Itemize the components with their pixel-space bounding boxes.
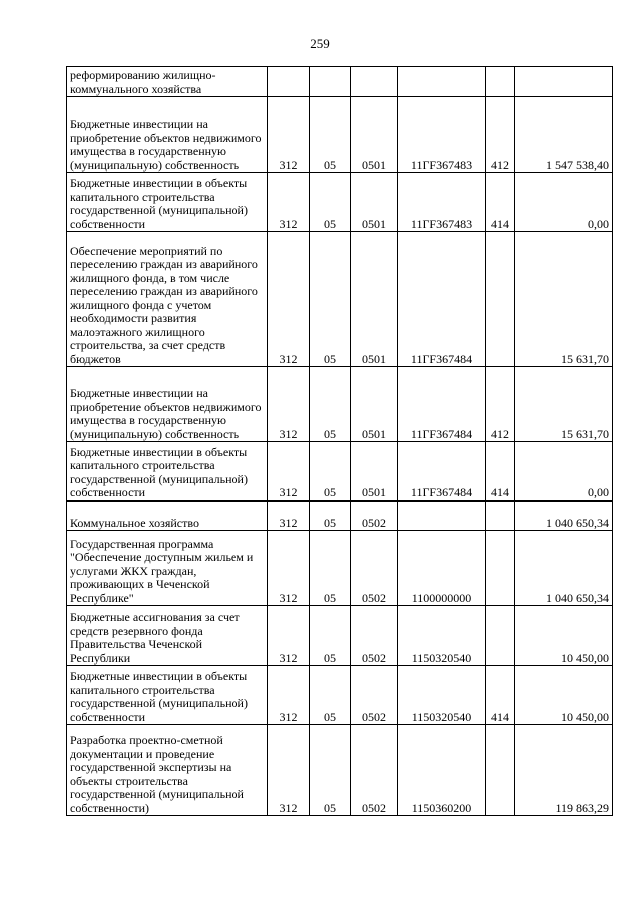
row-section-code: 05 xyxy=(310,173,351,232)
row-amount: 0,00 xyxy=(515,442,613,501)
row-section-code: 05 xyxy=(310,606,351,666)
row-section-code: 05 xyxy=(310,501,351,531)
row-name: Бюджетные инвестиции в объекты капитального строительства государственной (муниципальной) собственности xyxy=(67,666,268,725)
row-section-code xyxy=(310,67,351,97)
row-admin-code: 312 xyxy=(268,367,310,442)
row-name: Бюджетные инвестиции на приобретение объектов недвижимого имущества в государственную (муниципальную) собственность xyxy=(67,97,268,173)
budget-table xyxy=(66,66,613,816)
row-target-code xyxy=(398,501,486,531)
row-name: Разработка проектно-сметной документации и проведение государственной экспертизы на объекты строительства государственной (муниципальной собственности) xyxy=(67,725,268,816)
row-expense-type xyxy=(486,67,515,97)
row-section-code: 05 xyxy=(310,666,351,725)
row-subsection-code xyxy=(351,67,398,97)
row-admin-code: 312 xyxy=(268,97,310,173)
row-target-code: 11ГF367484 xyxy=(398,232,486,367)
row-name: Бюджетные ассигнования за счет средств резервного фонда Правительства Чеченской Республики xyxy=(67,606,268,666)
row-expense-type xyxy=(486,232,515,367)
row-amount: 1 547 538,40 xyxy=(515,97,613,173)
row-amount: 10 450,00 xyxy=(515,666,613,725)
row-amount: 0,00 xyxy=(515,173,613,232)
row-name: Бюджетные инвестиции на приобретение объектов недвижимого имущества в государственную (муниципальную) собственность xyxy=(67,367,268,442)
row-section-code: 05 xyxy=(310,232,351,367)
table-row xyxy=(67,67,613,97)
row-admin-code: 312 xyxy=(268,666,310,725)
row-amount: 10 450,00 xyxy=(515,606,613,666)
row-target-code: 11ГF367483 xyxy=(398,173,486,232)
row-amount xyxy=(515,67,613,97)
row-subsection-code: 0502 xyxy=(351,666,398,725)
table-row xyxy=(67,442,613,501)
row-subsection-code: 0502 xyxy=(351,606,398,666)
page-number: 259 xyxy=(310,36,330,51)
row-target-code: 1100000000 xyxy=(398,531,486,606)
row-name: Обеспечение мероприятий по переселению граждан из аварийного жилищного фонда, в том числе переселению граждан из аварийного жилищного фонда с учетом необходимости развития малоэтажного жилищного строительства, за счет средств бюджетов xyxy=(67,232,268,367)
row-section-code: 05 xyxy=(310,442,351,501)
row-subsection-code: 0501 xyxy=(351,367,398,442)
row-target-code xyxy=(398,67,486,97)
row-section-code: 05 xyxy=(310,725,351,816)
table-row xyxy=(67,531,613,606)
row-name: Бюджетные инвестиции в объекты капитального строительства государственной (муниципальной) собственности xyxy=(67,173,268,232)
row-amount: 119 863,29 xyxy=(515,725,613,816)
row-subsection-code: 0502 xyxy=(351,501,398,531)
row-section-code: 05 xyxy=(310,97,351,173)
row-admin-code xyxy=(268,67,310,97)
table-row xyxy=(67,173,613,232)
row-expense-type: 412 xyxy=(486,97,515,173)
row-admin-code: 312 xyxy=(268,173,310,232)
row-amount: 15 631,70 xyxy=(515,367,613,442)
row-target-code: 1150320540 xyxy=(398,606,486,666)
row-target-code: 1150320540 xyxy=(398,666,486,725)
row-admin-code: 312 xyxy=(268,606,310,666)
row-target-code: 11ГF367484 xyxy=(398,367,486,442)
table-row xyxy=(67,606,613,666)
row-subsection-code: 0501 xyxy=(351,232,398,367)
row-expense-type xyxy=(486,725,515,816)
table-row xyxy=(67,725,613,816)
row-subsection-code: 0502 xyxy=(351,531,398,606)
row-admin-code: 312 xyxy=(268,501,310,531)
row-name: Государственная программа "Обеспечение доступным жильем и услугами ЖКХ граждан, проживающих в Чеченской Республике" xyxy=(67,531,268,606)
row-target-code: 1150360200 xyxy=(398,725,486,816)
row-subsection-code: 0501 xyxy=(351,173,398,232)
row-target-code: 11ГF367483 xyxy=(398,97,486,173)
row-expense-type xyxy=(486,606,515,666)
row-subsection-code: 0501 xyxy=(351,97,398,173)
row-amount: 1 040 650,34 xyxy=(515,501,613,531)
row-admin-code: 312 xyxy=(268,531,310,606)
row-amount: 15 631,70 xyxy=(515,232,613,367)
row-subsection-code: 0501 xyxy=(351,442,398,501)
table-row xyxy=(67,367,613,442)
row-section-code: 05 xyxy=(310,367,351,442)
table-row xyxy=(67,501,613,531)
row-expense-type: 414 xyxy=(486,666,515,725)
row-name: Бюджетные инвестиции в объекты капитального строительства государственной (муниципальной) собственности xyxy=(67,442,268,501)
row-section-code: 05 xyxy=(310,531,351,606)
row-admin-code: 312 xyxy=(268,232,310,367)
row-name: Коммунальное хозяйство xyxy=(67,501,268,531)
row-admin-code: 312 xyxy=(268,442,310,501)
row-expense-type: 414 xyxy=(486,442,515,501)
row-expense-type xyxy=(486,501,515,531)
table-row xyxy=(67,666,613,725)
table-row xyxy=(67,232,613,367)
row-subsection-code: 0502 xyxy=(351,725,398,816)
row-expense-type xyxy=(486,531,515,606)
row-expense-type: 414 xyxy=(486,173,515,232)
row-amount: 1 040 650,34 xyxy=(515,531,613,606)
row-admin-code: 312 xyxy=(268,725,310,816)
row-target-code: 11ГF367484 xyxy=(398,442,486,501)
row-expense-type: 412 xyxy=(486,367,515,442)
table-row xyxy=(67,97,613,173)
row-name: реформированию жилищно-коммунального хозяйства xyxy=(67,67,268,97)
